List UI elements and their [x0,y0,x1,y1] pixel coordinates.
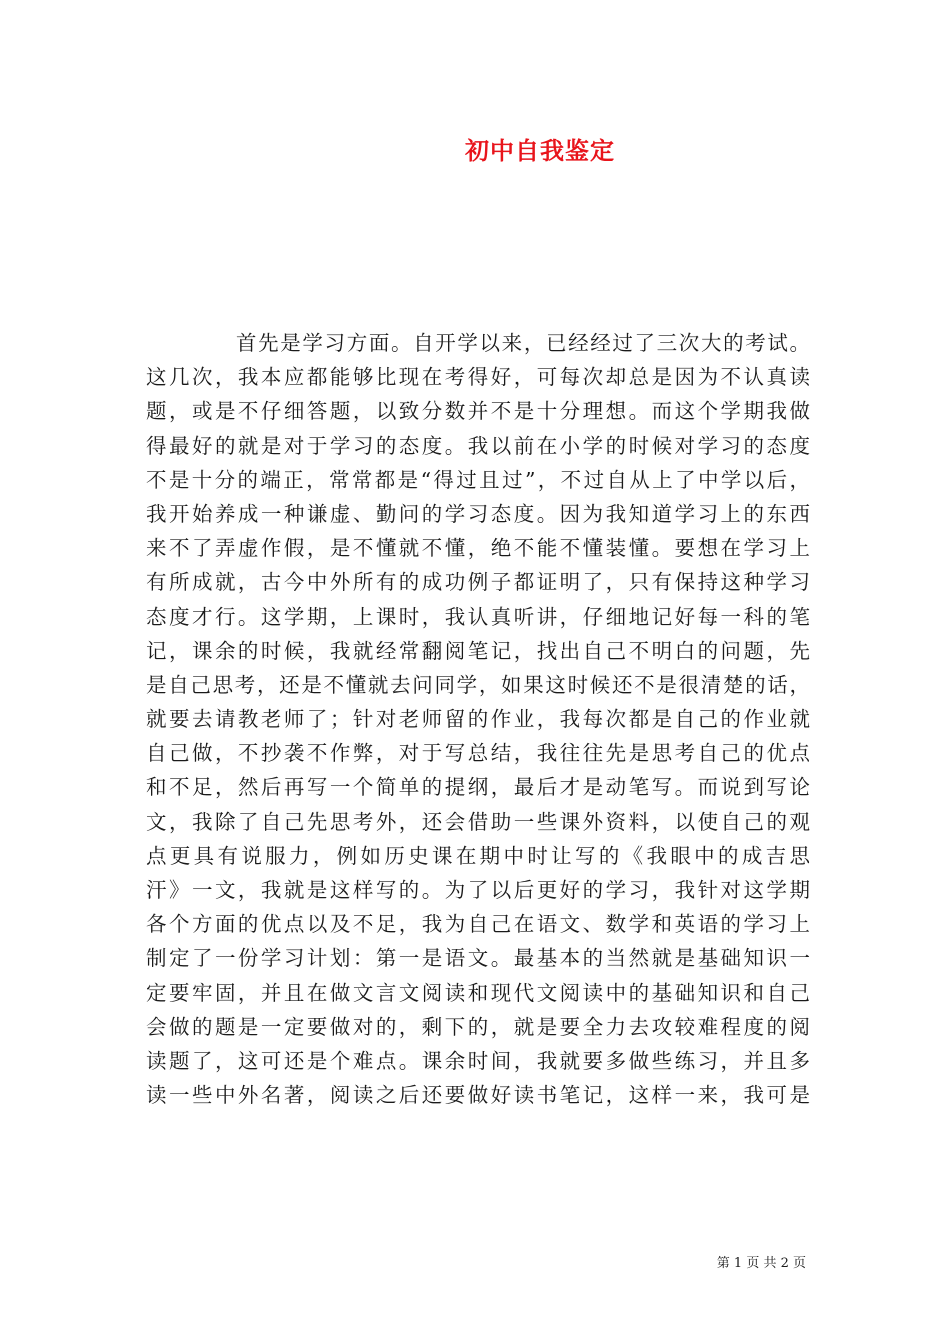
body-line: 有所成就，古今中外所有的成功例子都证明了，只有保持这种学习 [146,570,810,595]
document-body [146,326,810,1112]
body-line: 这几次，我本应都能够比现在考得好，可每次却总是因为不认真读 [146,365,810,390]
body-line: 得最好的就是对于学习的态度。我以前在小学的时候对学习的态度 [146,433,810,458]
body-line: 不是十分的端正，常常都是“得过且过”，不过自从上了中学以后， [146,467,810,492]
body-line: 我开始养成一种谦虚、勤问的学习态度。因为我知道学习上的东西 [146,501,810,526]
body-line: 态度才行。这学期，上课时，我认真听讲，仔细地记好每一科的笔 [146,604,810,629]
body-line: 自己做，不抄袭不作弊，对于写总结，我往往先是思考自己的优点 [146,741,810,766]
body-line: 是自己思考，还是不懂就去问同学，如果这时候还不是很清楚的话， [146,672,810,697]
body-line: 和不足，然后再写一个简单的提纲，最后才是动笔写。而说到写论 [146,775,810,800]
body-line: 首先是学习方面。自开学以来，已经经过了三次大的考试。 [236,331,810,355]
body-line: 点更具有说服力，例如历史课在期中时让写的《我眼中的成吉思 [146,843,810,868]
page-number-footer: 第 1 页 共 2 页 [716,1256,806,1271]
body-line: 记，课余的时候，我就经常翻阅笔记，找出自己不明白的问题，先 [146,638,810,663]
body-line: 制定了一份学习计划：第一是语文。最基本的当然就是基础知识一 [146,946,810,971]
body-line: 读一些中外名著，阅读之后还要做好读书笔记，这样一来，我可是 [146,1083,810,1108]
body-line: 各个方面的优点以及不足，我为自己在语文、数学和英语的学习上 [146,912,810,937]
body-line: 题，或是不仔细答题，以致分数并不是十分理想。而这个学期我做 [146,399,810,424]
body-line: 来不了弄虚作假，是不懂就不懂，绝不能不懂装懂。要想在学习上 [146,536,810,561]
document-title: 初中自我鉴定 [465,136,615,165]
body-line: 定要牢固，并且在做文言文阅读和现代文阅读中的基础知识和自己 [146,980,810,1005]
body-line: 汗》一文，我就是这样写的。为了以后更好的学习，我针对这学期 [146,878,810,902]
body-line: 会做的题是一定要做对的，剩下的，就是要全力去攻较难程度的阅 [146,1014,810,1039]
body-line: 就要去请教老师了；针对老师留的作业，我每次都是自己的作业就 [146,707,810,732]
body-line: 读题了，这可还是个难点。课余时间，我就要多做些练习，并且多 [146,1048,810,1073]
body-line: 文，我除了自己先思考外，还会借助一些课外资料，以使自己的观 [146,809,810,834]
